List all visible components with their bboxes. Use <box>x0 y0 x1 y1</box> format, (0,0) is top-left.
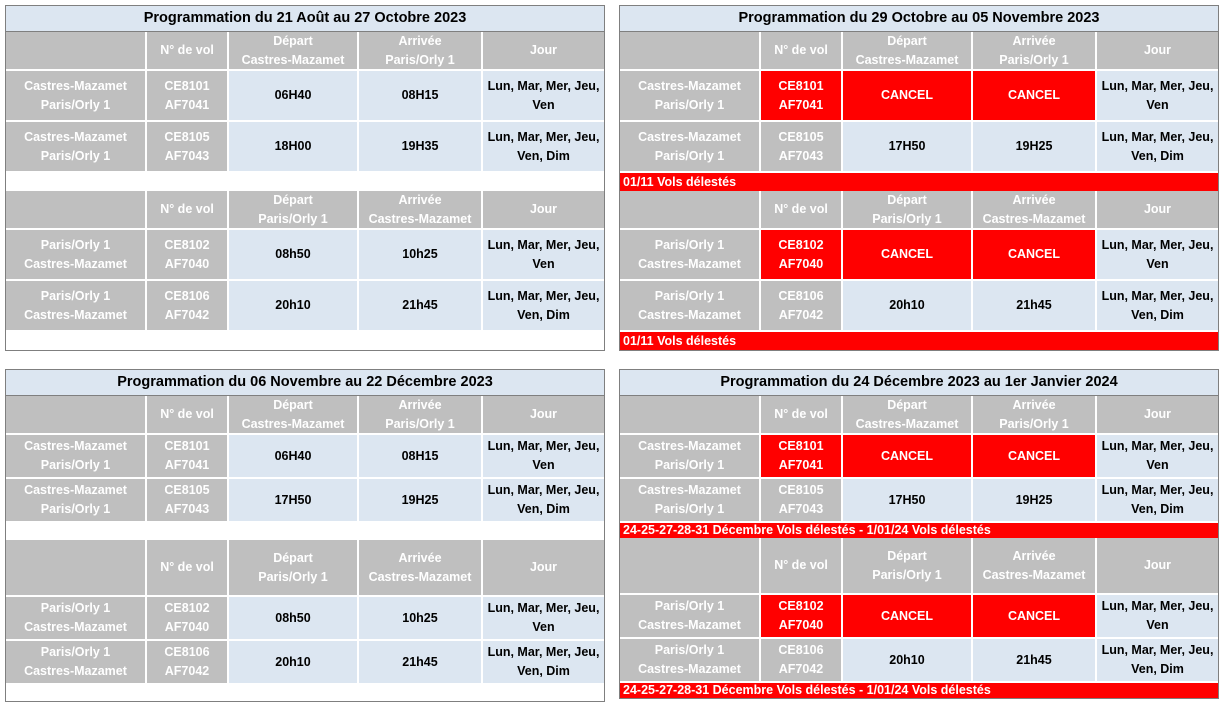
spacer <box>6 332 604 350</box>
days-cell: Lun, Mar, Mer, Jeu, Ven, Dim <box>1097 122 1218 171</box>
panel-title: Programmation du 24 Décembre 2023 au 1er Janvier 2024 <box>620 370 1218 396</box>
route-cell: Castres-Mazamet Paris/Orly 1 <box>620 122 759 171</box>
arrival-time: 19H35 <box>359 122 481 171</box>
table-header <box>6 540 604 595</box>
flight-number-cell: CE8102 AF7040 <box>147 230 227 279</box>
table-row <box>620 433 1218 477</box>
header-days: Jour <box>483 32 604 69</box>
header-departure: Départ Paris/Orly 1 <box>843 538 971 593</box>
schedule-panel-3 <box>5 369 605 702</box>
departure-time: 08h50 <box>229 597 357 639</box>
header-days: Jour <box>483 191 604 228</box>
header-flight-number: N° de vol <box>761 191 841 228</box>
days-cell: Lun, Mar, Mer, Jeu, Ven, Dim <box>1097 479 1218 521</box>
route-cell: Paris/Orly 1 Castres-Mazamet <box>620 639 759 681</box>
cancelled-departure: CANCEL <box>843 71 971 120</box>
cancelled-departure: CANCEL <box>843 230 971 279</box>
flight-number-cell: CE8101 AF7041 <box>761 71 841 120</box>
schedule-panel-2 <box>619 5 1219 351</box>
flight-number-cell: CE8101 AF7041 <box>147 435 227 477</box>
departure-time: 06H40 <box>229 71 357 120</box>
arrival-time: 19H25 <box>973 122 1095 171</box>
header-flight-number: N° de vol <box>147 396 227 433</box>
route-cell: Castres-Mazamet Paris/Orly 1 <box>6 122 145 171</box>
table-row <box>620 228 1218 279</box>
table-row <box>6 69 604 120</box>
cancelled-departure: CANCEL <box>843 435 971 477</box>
header-arrival: Arrivée Paris/Orly 1 <box>973 32 1095 69</box>
cancelled-arrival: CANCEL <box>973 595 1095 637</box>
table-row <box>620 120 1218 171</box>
cancellation-note: 01/11 Vols délestés <box>620 173 1218 191</box>
route-cell: Paris/Orly 1 Castres-Mazamet <box>620 595 759 637</box>
arrival-time: 21h45 <box>359 281 481 330</box>
header-days: Jour <box>1097 191 1218 228</box>
days-cell: Lun, Mar, Mer, Jeu, Ven, Dim <box>483 479 604 521</box>
table-row <box>620 279 1218 330</box>
header-departure: Départ Paris/Orly 1 <box>229 540 357 595</box>
header-blank <box>620 396 759 433</box>
departure-time: 17H50 <box>843 122 971 171</box>
days-cell: Lun, Mar, Mer, Jeu, Ven, Dim <box>483 122 604 171</box>
route-cell: Castres-Mazamet Paris/Orly 1 <box>620 479 759 521</box>
route-cell: Paris/Orly 1 Castres-Mazamet <box>620 281 759 330</box>
flight-number-cell: CE8101 AF7041 <box>761 435 841 477</box>
header-days: Jour <box>1097 396 1218 433</box>
table-row <box>6 477 604 521</box>
header-departure: Départ Castres-Mazamet <box>229 32 357 69</box>
flight-number-cell: CE8102 AF7040 <box>761 230 841 279</box>
flight-number-cell: CE8106 AF7042 <box>761 639 841 681</box>
cancellation-note: 24-25-27-28-31 Décembre Vols délestés - 1/01/24 Vols délestés <box>620 683 1218 698</box>
departure-time: 17H50 <box>229 479 357 521</box>
flight-number-cell: CE8101 AF7041 <box>147 71 227 120</box>
flight-number-cell: CE8102 AF7040 <box>761 595 841 637</box>
header-departure: Départ Castres-Mazamet <box>843 396 971 433</box>
schedule-panel-1 <box>5 5 605 351</box>
days-cell: Lun, Mar, Mer, Jeu, Ven <box>1097 595 1218 637</box>
route-cell: Paris/Orly 1 Castres-Mazamet <box>620 230 759 279</box>
days-cell: Lun, Mar, Mer, Jeu, Ven <box>483 71 604 120</box>
departure-time: 17H50 <box>843 479 971 521</box>
departure-time: 18H00 <box>229 122 357 171</box>
header-flight-number: N° de vol <box>761 32 841 69</box>
header-flight-number: N° de vol <box>147 540 227 595</box>
flight-number-cell: CE8105 AF7043 <box>147 479 227 521</box>
header-blank <box>620 538 759 593</box>
cancelled-departure: CANCEL <box>843 595 971 637</box>
header-arrival: Arrivée Paris/Orly 1 <box>359 32 481 69</box>
route-cell: Castres-Mazamet Paris/Orly 1 <box>620 435 759 477</box>
table-row <box>6 228 604 279</box>
departure-time: 20h10 <box>229 281 357 330</box>
arrival-time: 21h45 <box>359 641 481 683</box>
spacer <box>6 173 604 191</box>
route-cell: Castres-Mazamet Paris/Orly 1 <box>6 71 145 120</box>
flight-number-cell: CE8105 AF7043 <box>761 122 841 171</box>
table-row <box>6 595 604 639</box>
departure-time: 06H40 <box>229 435 357 477</box>
route-cell: Castres-Mazamet Paris/Orly 1 <box>6 435 145 477</box>
table-header <box>620 32 1218 69</box>
days-cell: Lun, Mar, Mer, Jeu, Ven <box>1097 435 1218 477</box>
cancelled-arrival: CANCEL <box>973 435 1095 477</box>
table-row <box>620 477 1218 521</box>
route-cell: Castres-Mazamet Paris/Orly 1 <box>620 71 759 120</box>
route-cell: Castres-Mazamet Paris/Orly 1 <box>6 479 145 521</box>
arrival-time: 10h25 <box>359 230 481 279</box>
arrival-time: 08H15 <box>359 71 481 120</box>
header-arrival: Arrivée Castres-Mazamet <box>359 540 481 595</box>
arrival-time: 19H25 <box>359 479 481 521</box>
table-row <box>6 639 604 683</box>
route-cell: Paris/Orly 1 Castres-Mazamet <box>6 281 145 330</box>
header-arrival: Arrivée Castres-Mazamet <box>973 538 1095 593</box>
route-cell: Paris/Orly 1 Castres-Mazamet <box>6 230 145 279</box>
header-departure: Départ Castres-Mazamet <box>229 396 357 433</box>
spacer <box>6 523 604 540</box>
schedule-panel-4 <box>619 369 1219 699</box>
table-header <box>620 396 1218 433</box>
header-blank <box>6 396 145 433</box>
table-header <box>6 32 604 69</box>
arrival-time: 19H25 <box>973 479 1095 521</box>
table-header <box>6 191 604 228</box>
header-blank <box>6 32 145 69</box>
header-days: Jour <box>1097 538 1218 593</box>
panel-title: Programmation du 29 Octobre au 05 Novembre 2023 <box>620 6 1218 32</box>
flight-number-cell: CE8105 AF7043 <box>147 122 227 171</box>
cancelled-arrival: CANCEL <box>973 71 1095 120</box>
departure-time: 20h10 <box>843 639 971 681</box>
arrival-time: 08H15 <box>359 435 481 477</box>
days-cell: Lun, Mar, Mer, Jeu, Ven <box>483 597 604 639</box>
header-blank <box>620 191 759 228</box>
header-arrival: Arrivée Paris/Orly 1 <box>359 396 481 433</box>
table-header <box>620 538 1218 593</box>
days-cell: Lun, Mar, Mer, Jeu, Ven <box>483 435 604 477</box>
table-header <box>620 191 1218 228</box>
header-blank <box>6 191 145 228</box>
header-arrival: Arrivée Castres-Mazamet <box>359 191 481 228</box>
arrival-time: 21h45 <box>973 639 1095 681</box>
flight-number-cell: CE8105 AF7043 <box>761 479 841 521</box>
header-departure: Départ Castres-Mazamet <box>843 32 971 69</box>
table-row <box>6 433 604 477</box>
flight-number-cell: CE8106 AF7042 <box>147 641 227 683</box>
table-header <box>6 396 604 433</box>
header-departure: Départ Paris/Orly 1 <box>229 191 357 228</box>
header-flight-number: N° de vol <box>761 538 841 593</box>
table-row <box>6 279 604 330</box>
days-cell: Lun, Mar, Mer, Jeu, Ven, Dim <box>483 281 604 330</box>
route-cell: Paris/Orly 1 Castres-Mazamet <box>6 597 145 639</box>
days-cell: Lun, Mar, Mer, Jeu, Ven, Dim <box>1097 639 1218 681</box>
cancellation-note: 24-25-27-28-31 Décembre Vols délestés - 1/01/24 Vols délestés <box>620 523 1218 538</box>
header-blank <box>620 32 759 69</box>
header-flight-number: N° de vol <box>147 191 227 228</box>
departure-time: 20h10 <box>229 641 357 683</box>
table-row <box>620 69 1218 120</box>
header-days: Jour <box>483 540 604 595</box>
header-arrival: Arrivée Paris/Orly 1 <box>973 396 1095 433</box>
departure-time: 08h50 <box>229 230 357 279</box>
cancelled-arrival: CANCEL <box>973 230 1095 279</box>
flight-number-cell: CE8106 AF7042 <box>761 281 841 330</box>
arrival-time: 21h45 <box>973 281 1095 330</box>
arrival-time: 10h25 <box>359 597 481 639</box>
days-cell: Lun, Mar, Mer, Jeu, Ven, Dim <box>483 641 604 683</box>
days-cell: Lun, Mar, Mer, Jeu, Ven, Dim <box>1097 281 1218 330</box>
days-cell: Lun, Mar, Mer, Jeu, Ven <box>483 230 604 279</box>
flight-number-cell: CE8102 AF7040 <box>147 597 227 639</box>
flight-number-cell: CE8106 AF7042 <box>147 281 227 330</box>
departure-time: 20h10 <box>843 281 971 330</box>
header-flight-number: N° de vol <box>761 396 841 433</box>
route-cell: Paris/Orly 1 Castres-Mazamet <box>6 641 145 683</box>
header-departure: Départ Paris/Orly 1 <box>843 191 971 228</box>
header-blank <box>6 540 145 595</box>
header-days: Jour <box>1097 32 1218 69</box>
table-row <box>6 120 604 171</box>
header-flight-number: N° de vol <box>147 32 227 69</box>
header-days: Jour <box>483 396 604 433</box>
days-cell: Lun, Mar, Mer, Jeu, Ven <box>1097 230 1218 279</box>
table-row <box>620 593 1218 637</box>
panel-title: Programmation du 06 Novembre au 22 Décembre 2023 <box>6 370 604 396</box>
spacer <box>6 685 604 701</box>
header-arrival: Arrivée Castres-Mazamet <box>973 191 1095 228</box>
cancellation-note: 01/11 Vols délestés <box>620 332 1218 350</box>
table-row <box>620 637 1218 681</box>
panel-title: Programmation du 21 Août au 27 Octobre 2023 <box>6 6 604 32</box>
days-cell: Lun, Mar, Mer, Jeu, Ven <box>1097 71 1218 120</box>
